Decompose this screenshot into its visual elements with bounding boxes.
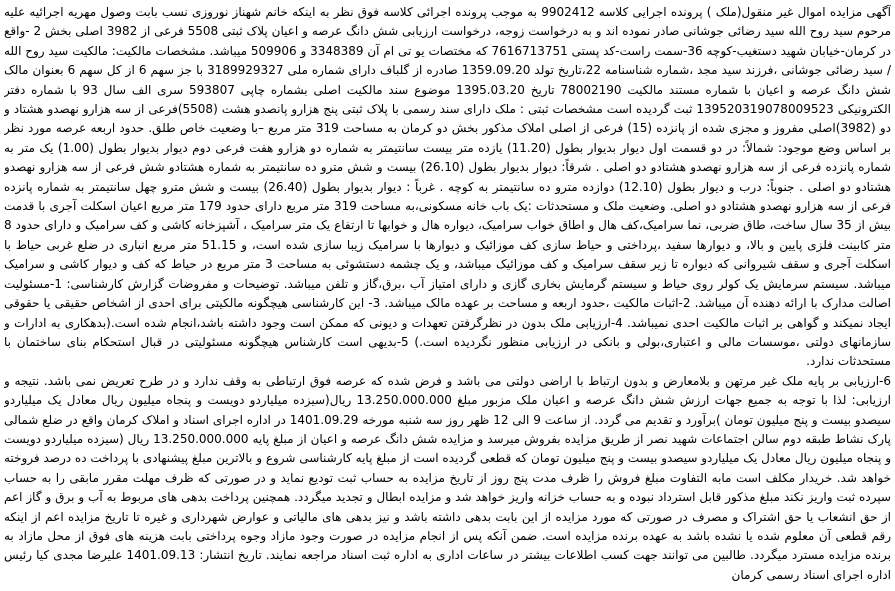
auction-notice <box>4 3 891 589</box>
notice-paragraph-2: 6-ارزیابی بر پایه ملک غیر مرتهن و بلامعارض و بدون ارتباط با اراضی دولتی می باشد و فرض شده که عرصه فوق ارتباطی به وقف ندارد و در طرح تعریض نمی باشد. نتیجه و ارزیابی: لذا با توجه به جمیع جهات ارزش شش دانگ عرصه و اعیان ملک مزبور مبلغ 13.250.000.000 ریال(سیزده میلیاردو دویست و پنجاه میلیون ریال معادل یک میلیاردو سیصدو بیست و پنج میلیون تومان )برآورد و تقدیم می گردد. از ساعت 9 الی 12 ظهر روز سه شنبه مورخه 1401.09.29 در اداره اجرای اسناد و املاک کرمان واقع در ضلع شمالی پارک نشاط طبقه دوم سالن اجتماعات شهید نصر از طریق مزایده بفروش میرسد و مزایده شش دانگ عرصه و اعیان از مبلغ پایه 13.250.000.000 ریال (سیزده میلیاردو دویست و پنجاه میلیون ریال معادل یک میلیاردو سیصدو بیست و پنج میلیون تومان که قطعی گردیده است از مبلغ پایه کارشناسی شروع و بالاترین مبلغ پیشنهادی با پرداخت ده درصد فروخته خواهد شد. خریدار مکلف است مابه التفاوت مبلغ فروش را ظرف مدت پنج روز از تاریخ مزایده به حساب ثبت تودیع نماید و در صورتی که ظرف مهلت مقرر مابقی را به حساب سپرده ثبت واریز نکند مبلغ مذکور قابل استرداد نبوده و به حساب خزانه واریز خواهد شد و مزایده ابطال و تجدید میگردد. همچنین پرداخت بدهی های مربوط به آب و برق و گاز اعم از حق انشعاب یا حق اشتراک و مصرف در صورتی که مورد مزایده از این بابت بدهی داشته باشد و نیز بدهی های مالیاتی و عوارض شهرداری و غیره تا تاریخ مزایده اعم از اینکه رقم قطعی آن معلوم شده یا نشده باشد به عهده برنده مزایده است. ضمن آنکه پس از انجام مزایده در صورت وجود مازاد وجوه پرداختی بابت هزینه های فوق از محل مازاد به برنده مزایده مسترد میگردد. طالبین می توانند جهت کسب اطلاعات بیشتر در ساعات اداری به اداره ثبت اسناد مراجعه نمایند. تاریخ انتشار: 1401.09.13 علیرضا مجدی کیا رئیس اداره اجرای اسناد رسمی کرمان <box>4 373 891 582</box>
notice-paragraph-1: آگهی مزایده اموال غیر منقول(ملک ) پرونده اجرایی کلاسه 9902412 به موجب پرونده اجرائی کلاسه فوق نظر به اینکه خانم شهناز نوروزی نسب بابت وصول مهریه اجرائیه علیه مرحوم سید روح الله سید رضائی جوشانی صادر نموده اند و به درخواست زوجه، درخواست ارزیابی شش دانگ عرصه و اعیان پلاک ثبتی 5508 فرعی از 3982 اصلی بخش 2 -واقع در کرمان-خیابان شهید دستغیب-کوچه 36-سمت راست-کد پستی 7616713751 که مختصات یو تی ام آن 3348389 و 509906 میباشد. مشخصات مالکیت: مالکیت سید روح الله / سید رضائی جوشانی ،فرزند سید مجد ،شماره شناسنامه 22،تاریخ تولد 1359.09.20 صادره از گلباف دارای شماره ملی 3189929327 با جز سهم 6 از کل سهم 6 بعنوان مالک شش دانگ عرصه و اعیان با شماره مستند مالکیت 78002190 تاریخ 1395.03.20 موضوع سند مالکیت اصلی بشماره چاپی 593807 سری الف سال 93 با شماره دفتر الکترونیکی 139520319078009523 ثبت گردیده است مشخصات ثبتی : ملک دارای سند رسمی با پلاک ثبتی پنج هزارو پانصدو هشت (5508)فرعی از سه هزارو نهصدو هشتاد و دو (3982)اصلی مفروز و مجزی شده از پانزده (15) فرعی از اصلی املاک مذکور بخش دو کرمان به مساحت 319 متر مربع –با وضعیت خاص طلق. حدود اربعه عرصه مورد نظر بر اساس وضع موجود: شمالاً: در دو قسمت اول دیوار بدیوار بطول (11.20) یازده متر بیست سانتیمتر به شماره دو هزارو هفت فرعی دوم دیوار بدیوار بطول (1.00) یک متر به شماره پانزده فرعی از سه هزارو نهصدو هشتادو دو اصلی . شرقاً: دیوار بدیوار بطول (26.10) بیست و شش مترو ده سانتیمتر به شماره هشتادو شش فرعی از سه هزارو نهصدو هشتادو دو اصلی . جنوباً: درب و دیوار بطول (12.10) دوازده مترو ده سانتیمتر به کوچه . غرباً : دیوار بدیوار بطول (26.40) بیست و شش مترو چهل سانتیمتر به شماره پانزده فرعی از سه هزارو نهصدو هشتادو دو اصلی. وضعیت ملک و مستحدثات :یک باب خانه مسکونی،به مساحت 319 متر مربع دارای حدود 179 متر مربع اعیان اسکلت آجری با قدمت بیش از 35 سال ساخت، طاق ضربی، نما سرامیک،کف هال و اطاق خواب سرامیک، دیواره هال و خوابها تا ارتفاع یک متر سرامیک ، آشپزخانه کاشی و کف سرامیک و دارای حدود 8 متر کابینت فلزی پایین و بالا، و دیوارها سفید ،پرداختی و حیاط سازی کف موزائیک و دیوارها با سرامیک زیبا سازی شده است، و 51.15 متر مربع انباری در ضلع غربی حیاط با اسکلت آجری و سقف شیروانی که دیواره تا زیر سقف سرامیک و کف موزائیک میباشد، و یک چشمه دستشوئی به مساحت 3 متر مربع در حیاط که کف و دیوار کاشی و سرامیک میباشد. سیستم سرمایش یک کولر روی حیاط و سیستم گرمایش بخاری گازی و دارای امتیاز آب ،برق،گاز و تلفن میباشد. توضیحات و مفروضات گزارش کارشناسی: 1-مسئولیت اصالت مدارک با ارائه دهنده آن میباشد. 2-اثبات مالکیت ،حدود اربعه و مساحت بر عهده مالک میباشد. 3- این کارشناسی هیچگونه مالکیتی برای احدی از اشخاص حقیقی یا حقوقی ایجاد نمیکند و گواهی بر اثبات مالکیت احدی نمیباشد. 4-ارزیابی ملک بدون در نظرگرفتن تعهدات و دیونی که ممکن است وجود داشته باشد،انجام شده است.(بدهکاری به ادارات و سازمانهای دولتی ،موسسات مالی و اعتباری،بولی و بانکی در ارزیابی منظور نگردیده است.) 5-بدیهی است کارشناس هیچگونه مسئولیتی در قبال استحکام بنای ساختمان با مستحدثات ندارد. <box>4 5 891 369</box>
